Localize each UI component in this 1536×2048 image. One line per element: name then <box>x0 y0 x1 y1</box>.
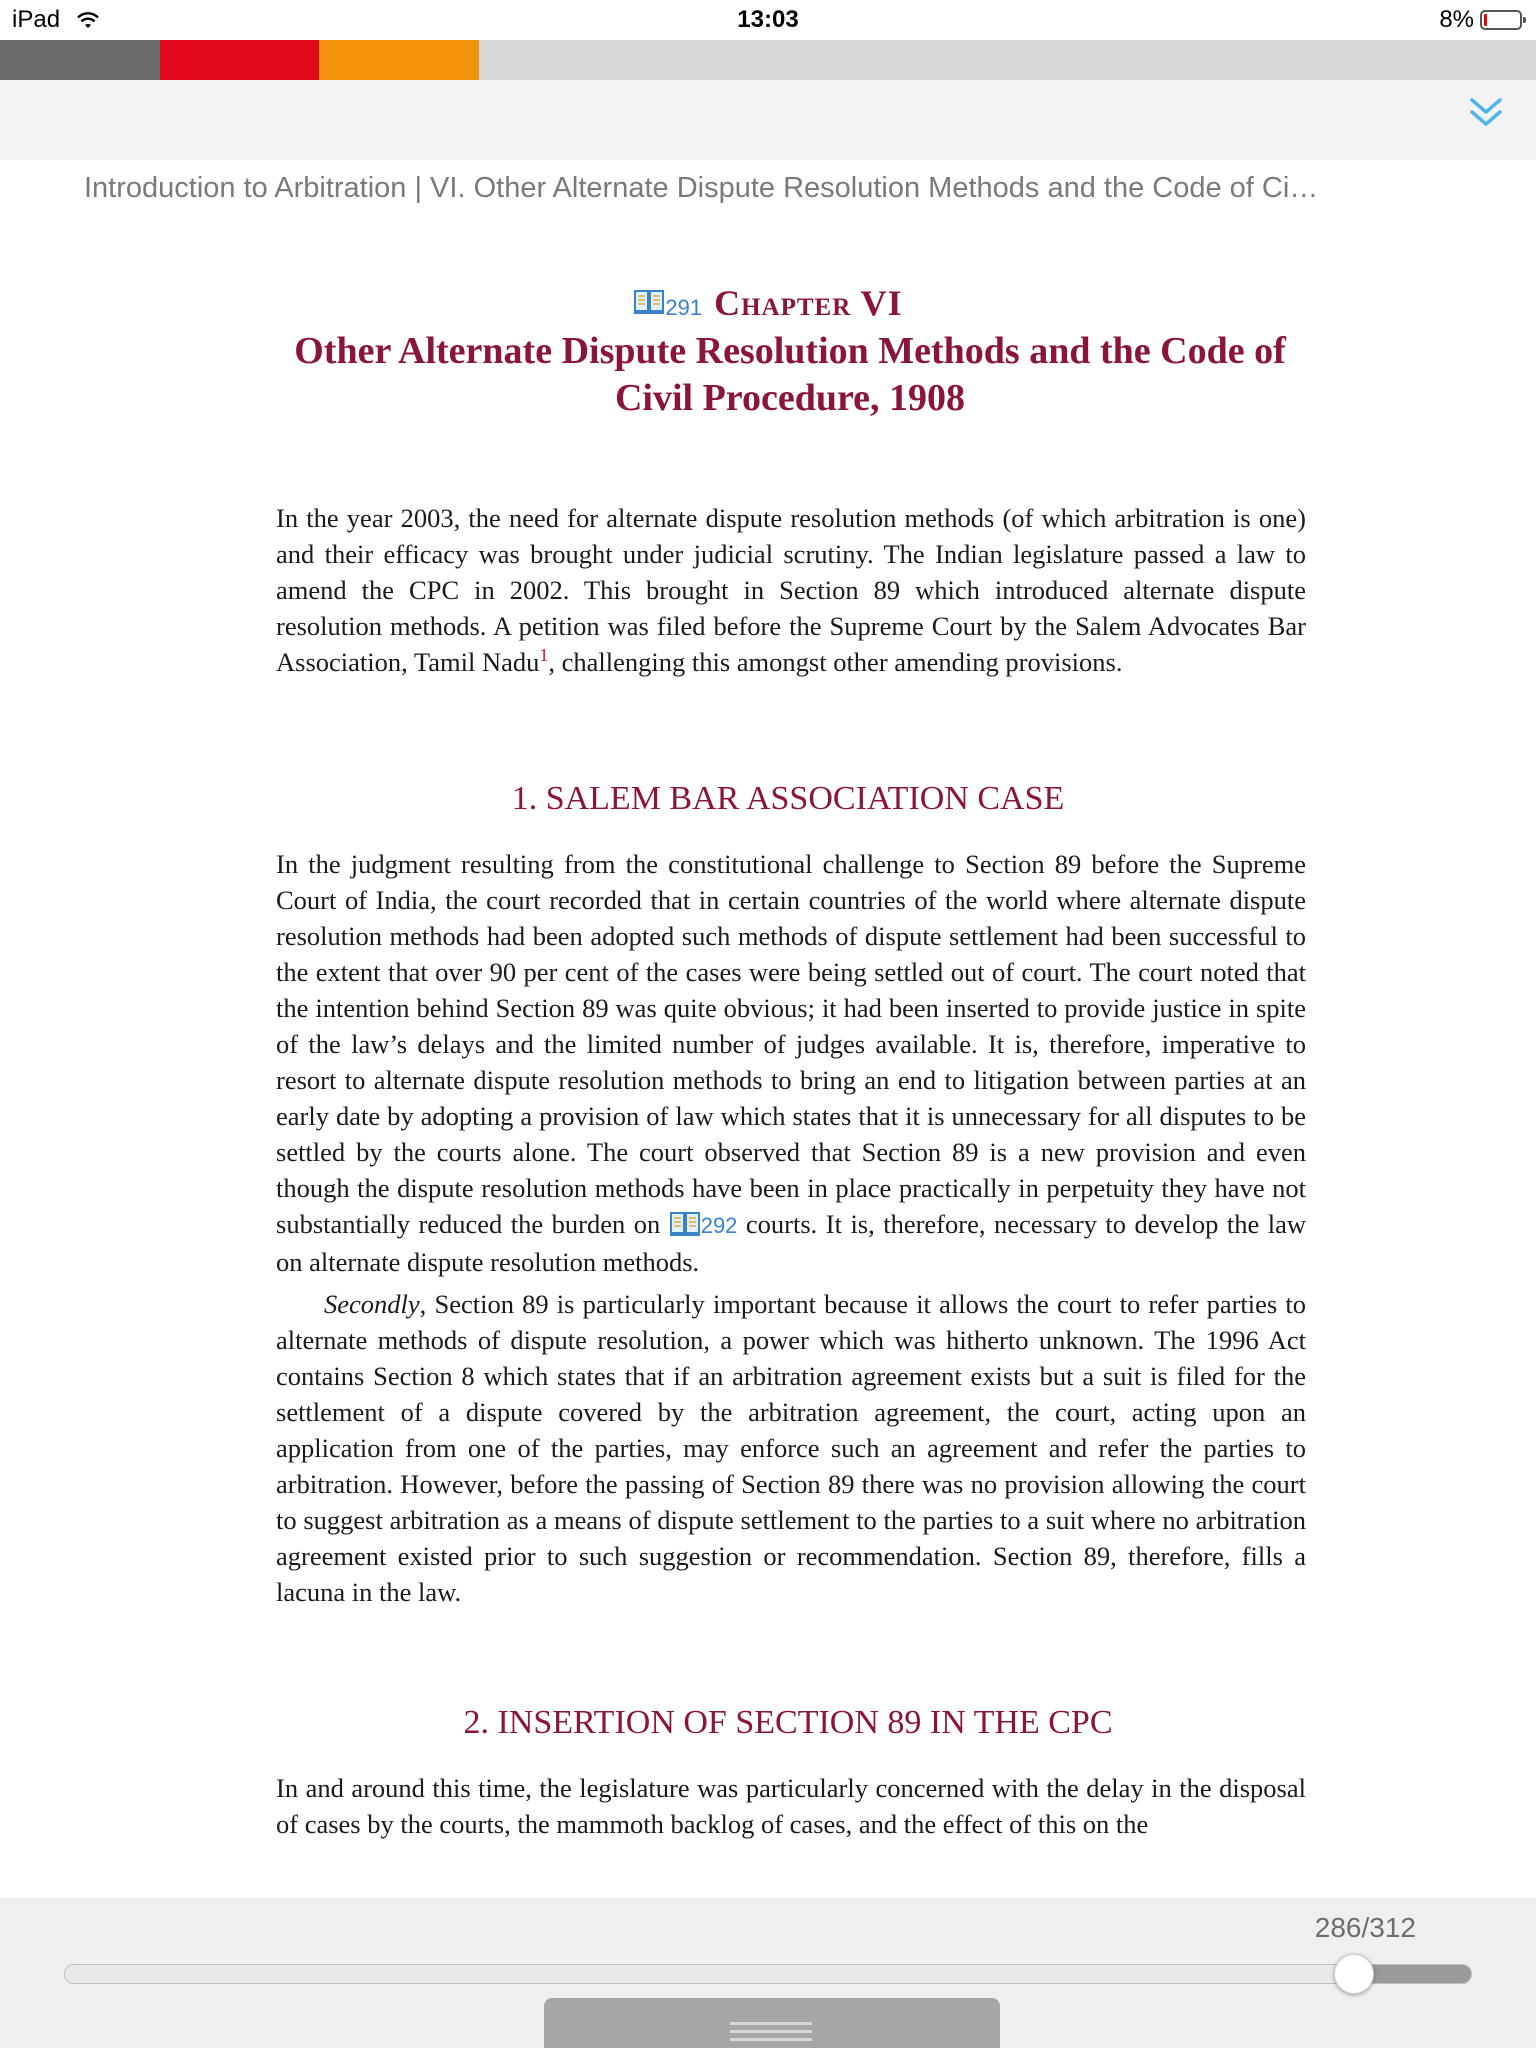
device-name: iPad <box>12 6 61 33</box>
book-icon <box>669 1209 701 1237</box>
battery-percent: 8% <box>1439 6 1474 33</box>
intro-paragraph <box>276 500 1306 680</box>
page-slider-thumb[interactable] <box>1334 1954 1374 1994</box>
status-bar <box>0 0 1536 40</box>
pull-up-handle[interactable] <box>544 1998 1000 2048</box>
progress-segment-highlight[interactable] <box>160 40 319 80</box>
running-header: Introduction to Arbitration | VI. Other Alternate Dispute Resolution Methods and the Code of Ci… <box>84 172 1319 204</box>
section-1-paragraph-1-continued: courts. It is, therefore, necessary to develop the law on alternate dispute resolution methods. <box>276 1209 1307 1277</box>
grip-line <box>730 2030 812 2033</box>
emphasis-text: Secondly <box>324 1289 420 1319</box>
grip-line <box>730 2022 812 2025</box>
reading-progress-strip[interactable] <box>0 40 1536 80</box>
page-reference-number: 292 <box>700 1213 738 1238</box>
book-icon <box>633 287 665 315</box>
reader-toolbar <box>0 80 1536 160</box>
chapter-title: Other Alternate Dispute Resolution Methods and the Code of Civil Procedure, 1908 <box>294 330 1286 419</box>
page-reference-link[interactable] <box>669 1213 738 1238</box>
section-1-paragraph-2: , Section 89 is particularly important because it allows the court to refer parties to alternate methods of dispute resolution, a power which was hitherto unknown. The 1996 Act contains Section 8 which states that if an arbitration agreement exists but a suit is filed for the settlement of a dispute covered by the arbitration agreement, the court, acting upon an application from one of the parties, may enforce such an agreement and refer the parties to arbitration. However, before the passing of Section 89 there was no provision allowing the court to suggest arbitration as a means of dispute settlement to the parties to a suit where no arbitration agreement existed prior to such suggestion or recommendation. Section 89, therefore, fills a lacuna in the law. <box>276 1289 1306 1607</box>
section-2-body <box>276 1770 1306 1842</box>
chevron-double-down-icon[interactable] <box>1464 92 1508 132</box>
battery-level <box>1484 14 1487 26</box>
section-1-body <box>276 846 1306 1610</box>
footnote-link[interactable]: 1 <box>539 645 549 666</box>
progress-segment-current[interactable] <box>319 40 479 80</box>
clock: 13:03 <box>737 6 799 33</box>
chapter-label: Chapter VI <box>714 283 903 323</box>
page-slider[interactable] <box>64 1964 1472 1984</box>
intro-text: In the year 2003, the need for alternate dispute resolution methods (of which arbitration is one) and their efficacy was brought under judicial scrutiny. The Indian legislature passed a law to amend the CPC in 2002. This brought in Section 89 which introduced alternate dispute resolution methods. A petition was filed before the Supreme Court by the Salem Advocates Bar Association, Tamil Nadu <box>276 503 1306 677</box>
section-heading-2: 2. INSERTION OF SECTION 89 IN THE CPC <box>463 1704 1113 1741</box>
chapter-heading <box>0 282 1536 324</box>
section-heading-1: 1. SALEM BAR ASSOCIATION CASE <box>511 780 1065 817</box>
grip-line <box>730 2038 812 2041</box>
page-counter: 286/312 <box>1314 1912 1416 1943</box>
page-reference-link[interactable] <box>633 287 702 321</box>
battery-icon <box>1480 10 1522 30</box>
progress-segment-read[interactable] <box>0 40 160 80</box>
intro-text-continued: , challenging this amongst other amending provisions. <box>548 647 1123 677</box>
section-1-paragraph-1: In the judgment resulting from the constitutional challenge to Section 89 before the Supreme Court of India, the court recorded that in certain countries of the world where alternate dispute resolution methods had been adopted such methods of dispute settlement had been successful to the extent that over 90 per cent of the cases were being settled out of court. The court noted that the intention behind Section 89 was quite obvious; it had been inserted to provide justice in spite of the law’s delays and the limited number of judges available. It is, therefore, imperative to resort to alternate dispute resolution methods to bring an end to litigation between parties at an early date by adopting a provision of law which states that it is unnecessary for all disputes to be settled by the courts alone. The court observed that Section 89 is a new provision and even though the dispute resolution methods have been in place practically in perpetuity they have not substantially reduced the burden on <box>276 849 1306 1239</box>
section-2-paragraph-1: In and around this time, the legislature was particularly concerned with the delay in the disposal of cases by the courts, the mammoth backlog of cases, and the effect of this on the <box>276 1773 1306 1839</box>
page-reference-number: 291 <box>665 295 703 320</box>
